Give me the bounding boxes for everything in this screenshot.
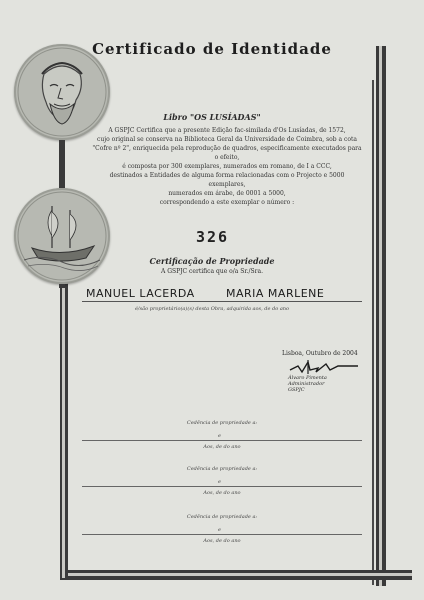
cession-line <box>82 534 362 535</box>
right-border-thin <box>372 80 374 585</box>
property-title: Certificação de Propriedade <box>149 256 275 266</box>
body-line: destinados a Entidades de alguma forma relacionadas com o Projecto e 5000 exemplares, <box>109 172 345 188</box>
cession-label: Cedência de propriedade a: <box>186 466 258 472</box>
body-line: numerados em árabe, de 0001 a 5000, <box>168 190 286 197</box>
body-line: correspondendo a este exemplar o número : <box>159 199 295 206</box>
medal-connector <box>59 140 65 188</box>
copy-number: 326 <box>196 228 230 246</box>
book-title: Libro "OS LUSÍADAS" <box>163 112 261 122</box>
cession-dates: Aos, de do ano <box>203 490 241 496</box>
cession-label: Cedência de propriedade a: <box>186 514 258 520</box>
cession-dates: Aos, de do ano <box>203 538 241 544</box>
medal-connector-lower <box>59 284 65 288</box>
place-date: Lisboa, Outubro de 2004 <box>282 350 358 357</box>
signature-mark <box>288 358 360 376</box>
body-line: A GSPJC Certifica que a presente Edição fac-similada d'Os Lusíadas, de 1572, <box>108 127 346 134</box>
signer-name: Álvaro Pimenta <box>288 375 327 381</box>
body-line: é composta por 300 exemplares, numerados em romano, de I a CCC, <box>122 163 332 170</box>
cession-e: e <box>218 479 221 485</box>
right-border-inner <box>379 46 382 586</box>
cession-label: Cedência de propriedade a: <box>186 420 258 426</box>
cession-line <box>82 486 362 487</box>
body-line: cujo original se conserva na Biblioteca Geral da Universidade de Coimbra, sob a cota <box>97 136 357 143</box>
signer-role: Administrador <box>288 381 325 387</box>
bottom-border-inner <box>60 573 412 576</box>
property-line: A GSPJC certifica que o/a Sr./Sra. <box>160 268 264 275</box>
body-line: "Cofre nº 2", enriquecida pela reprodução de quadros, especificamente executados para o efeito, <box>92 145 362 161</box>
owners-caption: é/são proprietário(a)(s) desta Obra, adquirida aos, de do ano <box>134 306 290 312</box>
owner-name-2: MARIA MARLENE <box>226 287 325 300</box>
cession-e: e <box>218 433 221 439</box>
left-border-inner <box>62 280 65 578</box>
signer-block <box>288 375 378 393</box>
certificate-body <box>92 126 362 207</box>
owner-name-1: MANUEL LACERDA <box>86 287 195 300</box>
cession-dates: Aos, de do ano <box>203 444 241 450</box>
owners-line <box>82 301 362 302</box>
cession-e: e <box>218 527 221 533</box>
cession-line <box>82 440 362 441</box>
certificate-title: Certificado de Identidade <box>92 40 332 58</box>
signer-org: GSPJC <box>288 387 305 393</box>
